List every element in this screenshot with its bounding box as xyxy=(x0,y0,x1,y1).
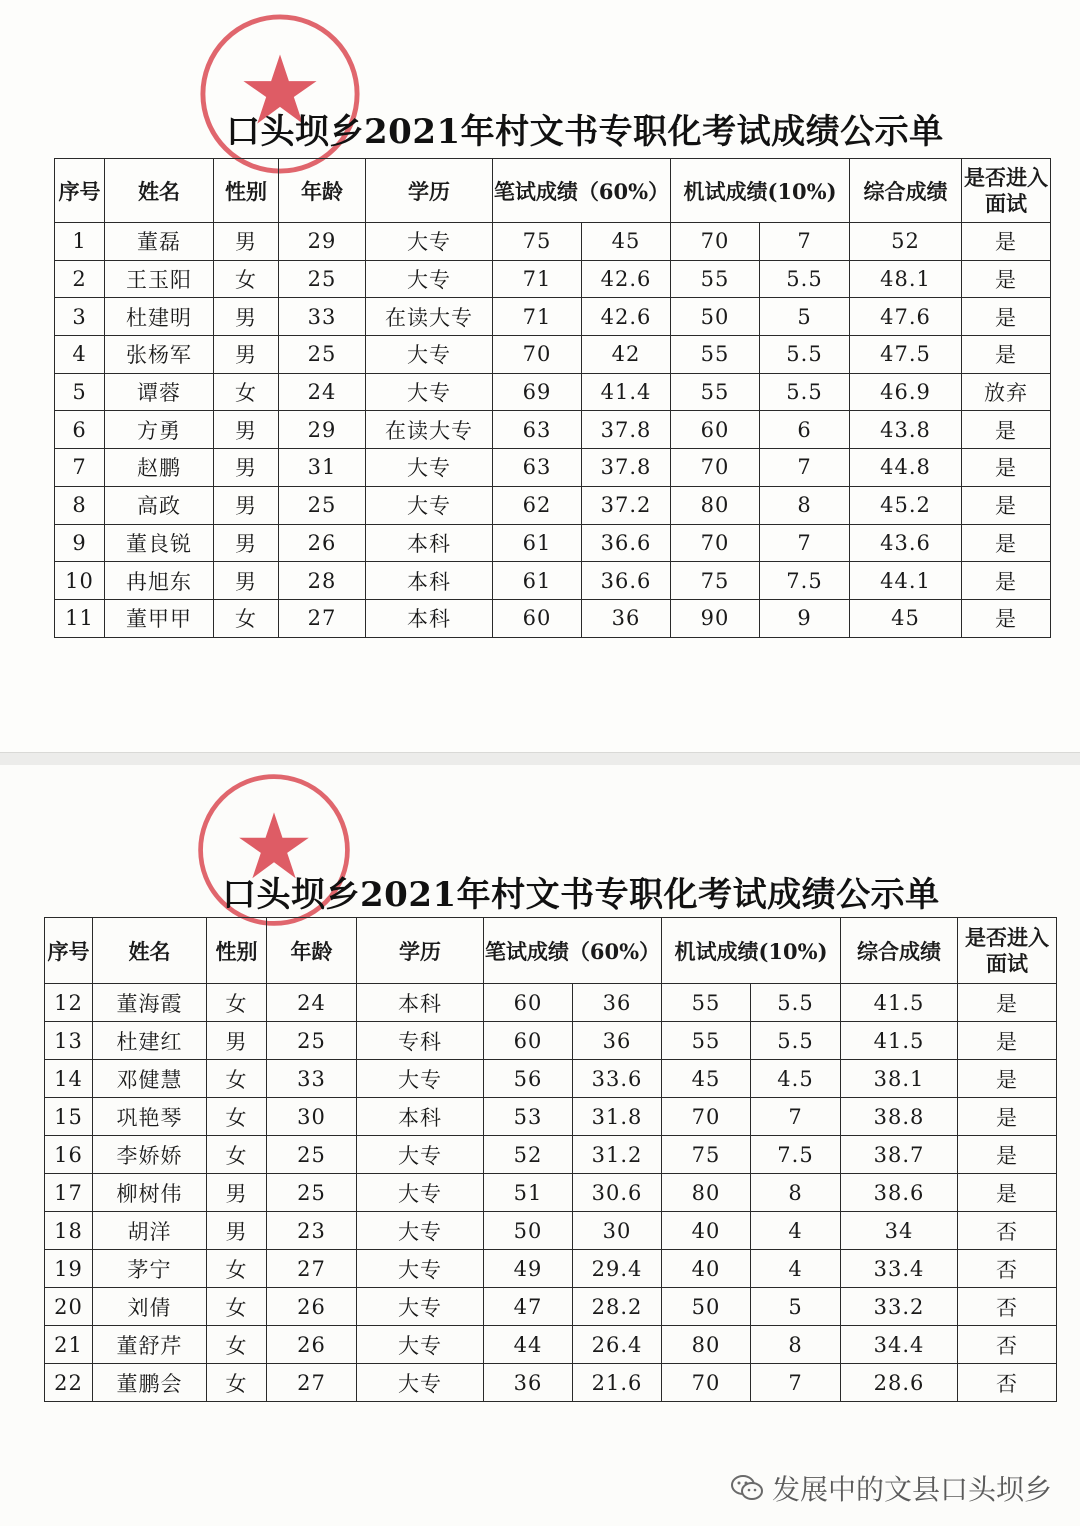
cell-age: 24 xyxy=(267,984,357,1022)
table-header-row xyxy=(55,159,1051,223)
cell-interview: 是 xyxy=(958,1022,1057,1060)
cell-computer-weighted: 6 xyxy=(760,411,850,449)
cell-written-raw: 60 xyxy=(484,984,573,1022)
cell-computer-raw: 55 xyxy=(662,1022,751,1060)
cell-age: 25 xyxy=(279,486,366,524)
cell-written-raw: 50 xyxy=(484,1212,573,1250)
cell-education: 大专 xyxy=(366,373,493,411)
header-age: 年龄 xyxy=(267,918,357,984)
cell-interview: 放弃 xyxy=(962,373,1051,411)
header-interview: 是否进入面试 xyxy=(962,159,1051,223)
table-row xyxy=(55,223,1051,261)
cell-written-weighted: 36.6 xyxy=(582,524,671,562)
cell-written-weighted: 37.2 xyxy=(582,486,671,524)
cell-gender: 女 xyxy=(207,984,267,1022)
cell-name: 巩艳琴 xyxy=(93,1098,207,1136)
cell-computer-raw: 40 xyxy=(662,1212,751,1250)
score-sheet-1 xyxy=(0,0,1080,752)
cell-age: 30 xyxy=(267,1098,357,1136)
cell-gender: 女 xyxy=(207,1364,267,1402)
cell-computer-raw: 50 xyxy=(671,298,760,336)
cell-written-raw: 61 xyxy=(493,562,582,600)
cell-written-raw: 49 xyxy=(484,1250,573,1288)
header-computer-score: 机试成绩(10%) xyxy=(671,159,850,223)
cell-seq: 1 xyxy=(55,223,105,261)
cell-gender: 女 xyxy=(214,260,279,298)
cell-name: 董良锐 xyxy=(105,524,214,562)
cell-written-weighted: 33.6 xyxy=(573,1060,662,1098)
cell-total: 41.5 xyxy=(841,1022,958,1060)
cell-gender: 男 xyxy=(214,223,279,261)
cell-total: 45.2 xyxy=(850,486,962,524)
cell-written-weighted: 41.4 xyxy=(582,373,671,411)
table-header-row xyxy=(45,918,1057,984)
cell-interview: 否 xyxy=(958,1364,1057,1402)
table-row xyxy=(55,562,1051,600)
cell-written-weighted: 42 xyxy=(582,336,671,374)
cell-name: 茅宁 xyxy=(93,1250,207,1288)
cell-written-weighted: 37.8 xyxy=(582,449,671,487)
header-seq: 序号 xyxy=(45,918,93,984)
cell-computer-raw: 40 xyxy=(662,1250,751,1288)
cell-gender: 女 xyxy=(214,599,279,637)
cell-education: 大专 xyxy=(357,1174,484,1212)
table-row xyxy=(55,260,1051,298)
cell-education: 在读大专 xyxy=(366,411,493,449)
cell-computer-weighted: 5.5 xyxy=(760,373,850,411)
cell-interview: 是 xyxy=(962,298,1051,336)
cell-seq: 8 xyxy=(55,486,105,524)
cell-computer-weighted: 7 xyxy=(751,1098,841,1136)
cell-seq: 22 xyxy=(45,1364,93,1402)
cell-computer-raw: 55 xyxy=(662,984,751,1022)
cell-name: 张杨军 xyxy=(105,336,214,374)
cell-written-raw: 63 xyxy=(493,411,582,449)
cell-computer-weighted: 7 xyxy=(751,1364,841,1402)
cell-name: 董舒芹 xyxy=(93,1326,207,1364)
cell-computer-raw: 80 xyxy=(671,486,760,524)
cell-seq: 4 xyxy=(55,336,105,374)
cell-written-raw: 36 xyxy=(484,1364,573,1402)
cell-education: 在读大专 xyxy=(366,298,493,336)
cell-seq: 20 xyxy=(45,1288,93,1326)
cell-total: 44.8 xyxy=(850,449,962,487)
cell-age: 25 xyxy=(267,1174,357,1212)
cell-education: 大专 xyxy=(357,1212,484,1250)
cell-gender: 男 xyxy=(214,562,279,600)
table-row xyxy=(45,1136,1057,1174)
cell-seq: 13 xyxy=(45,1022,93,1060)
cell-interview: 是 xyxy=(958,984,1057,1022)
cell-name: 柳树伟 xyxy=(93,1174,207,1212)
cell-written-weighted: 31.8 xyxy=(573,1098,662,1136)
cell-age: 26 xyxy=(279,524,366,562)
cell-written-raw: 51 xyxy=(484,1174,573,1212)
table-row xyxy=(45,1250,1057,1288)
cell-written-weighted: 28.2 xyxy=(573,1288,662,1326)
cell-name: 杜建明 xyxy=(105,298,214,336)
cell-interview: 否 xyxy=(958,1326,1057,1364)
cell-written-weighted: 37.8 xyxy=(582,411,671,449)
cell-seq: 16 xyxy=(45,1136,93,1174)
cell-written-raw: 60 xyxy=(493,599,582,637)
cell-computer-raw: 70 xyxy=(671,524,760,562)
cell-computer-weighted: 5.5 xyxy=(751,984,841,1022)
cell-name: 董鹏会 xyxy=(93,1364,207,1402)
header-name: 姓名 xyxy=(105,159,214,223)
score-table-1 xyxy=(54,158,1051,638)
cell-total: 44.1 xyxy=(850,562,962,600)
cell-name: 方勇 xyxy=(105,411,214,449)
cell-total: 33.2 xyxy=(841,1288,958,1326)
cell-education: 大专 xyxy=(357,1288,484,1326)
cell-written-weighted: 31.2 xyxy=(573,1136,662,1174)
cell-written-raw: 56 xyxy=(484,1060,573,1098)
cell-age: 27 xyxy=(267,1364,357,1402)
cell-name: 高政 xyxy=(105,486,214,524)
cell-total: 47.5 xyxy=(850,336,962,374)
score-sheet-2 xyxy=(0,765,1080,1526)
cell-gender: 男 xyxy=(207,1212,267,1250)
account-name: 发展中的文县口头坝乡 xyxy=(772,1473,1053,1506)
cell-written-weighted: 45 xyxy=(582,223,671,261)
cell-age: 25 xyxy=(267,1136,357,1174)
cell-gender: 女 xyxy=(207,1250,267,1288)
table-row xyxy=(45,1174,1057,1212)
cell-written-raw: 71 xyxy=(493,260,582,298)
cell-computer-weighted: 8 xyxy=(751,1174,841,1212)
cell-total: 43.8 xyxy=(850,411,962,449)
header-total-score: 综合成绩 xyxy=(850,159,962,223)
cell-name: 邓健慧 xyxy=(93,1060,207,1098)
cell-education: 本科 xyxy=(366,599,493,637)
cell-age: 29 xyxy=(279,411,366,449)
cell-computer-weighted: 7.5 xyxy=(751,1136,841,1174)
cell-name: 刘倩 xyxy=(93,1288,207,1326)
cell-computer-raw: 55 xyxy=(671,260,760,298)
header-interview: 是否进入面试 xyxy=(958,918,1057,984)
cell-written-raw: 63 xyxy=(493,449,582,487)
cell-gender: 男 xyxy=(214,524,279,562)
cell-total: 48.1 xyxy=(850,260,962,298)
header-seq: 序号 xyxy=(55,159,105,223)
cell-interview: 否 xyxy=(958,1250,1057,1288)
cell-total: 38.7 xyxy=(841,1136,958,1174)
cell-age: 26 xyxy=(267,1326,357,1364)
header-age: 年龄 xyxy=(279,159,366,223)
cell-written-raw: 70 xyxy=(493,336,582,374)
cell-education: 大专 xyxy=(357,1136,484,1174)
cell-gender: 男 xyxy=(207,1174,267,1212)
cell-education: 大专 xyxy=(357,1326,484,1364)
table-row xyxy=(55,449,1051,487)
cell-gender: 女 xyxy=(207,1060,267,1098)
cell-computer-raw: 50 xyxy=(662,1288,751,1326)
cell-interview: 是 xyxy=(962,411,1051,449)
cell-written-raw: 44 xyxy=(484,1326,573,1364)
cell-seq: 19 xyxy=(45,1250,93,1288)
cell-interview: 是 xyxy=(962,223,1051,261)
cell-gender: 女 xyxy=(214,373,279,411)
cell-gender: 男 xyxy=(214,486,279,524)
table-row xyxy=(45,1098,1057,1136)
cell-written-raw: 62 xyxy=(493,486,582,524)
cell-seq: 2 xyxy=(55,260,105,298)
table-row xyxy=(45,1288,1057,1326)
cell-computer-weighted: 5.5 xyxy=(751,1022,841,1060)
cell-name: 谭蓉 xyxy=(105,373,214,411)
cell-interview: 是 xyxy=(962,562,1051,600)
cell-interview: 是 xyxy=(962,260,1051,298)
cell-name: 胡洋 xyxy=(93,1212,207,1250)
cell-interview: 是 xyxy=(962,524,1051,562)
cell-total: 45 xyxy=(850,599,962,637)
cell-name: 李娇娇 xyxy=(93,1136,207,1174)
page-title: 口头坝乡2021年村文书专职化考试成绩公示单 xyxy=(226,112,944,152)
cell-name: 董磊 xyxy=(105,223,214,261)
cell-computer-raw: 60 xyxy=(671,411,760,449)
cell-interview: 是 xyxy=(958,1174,1057,1212)
cell-seq: 17 xyxy=(45,1174,93,1212)
cell-computer-weighted: 4.5 xyxy=(751,1060,841,1098)
cell-written-raw: 69 xyxy=(493,373,582,411)
table-row xyxy=(55,298,1051,336)
table-row xyxy=(45,1022,1057,1060)
cell-written-weighted: 42.6 xyxy=(582,260,671,298)
cell-interview: 否 xyxy=(958,1288,1057,1326)
cell-seq: 21 xyxy=(45,1326,93,1364)
cell-education: 本科 xyxy=(357,984,484,1022)
cell-total: 47.6 xyxy=(850,298,962,336)
cell-computer-weighted: 7.5 xyxy=(760,562,850,600)
cell-computer-raw: 45 xyxy=(662,1060,751,1098)
header-written-score: 笔试成绩（60%） xyxy=(493,159,671,223)
page-title: 口头坝乡2021年村文书专职化考试成绩公示单 xyxy=(222,875,940,915)
cell-computer-raw: 75 xyxy=(671,562,760,600)
header-written-score: 笔试成绩（60%） xyxy=(484,918,662,984)
cell-interview: 是 xyxy=(962,449,1051,487)
cell-written-raw: 60 xyxy=(484,1022,573,1060)
cell-age: 33 xyxy=(279,298,366,336)
cell-seq: 7 xyxy=(55,449,105,487)
cell-gender: 男 xyxy=(214,298,279,336)
cell-computer-weighted: 4 xyxy=(751,1250,841,1288)
cell-name: 王玉阳 xyxy=(105,260,214,298)
header-education: 学历 xyxy=(366,159,493,223)
cell-computer-weighted: 5 xyxy=(760,298,850,336)
cell-computer-raw: 70 xyxy=(671,449,760,487)
cell-gender: 男 xyxy=(207,1022,267,1060)
cell-written-weighted: 30.6 xyxy=(573,1174,662,1212)
header-name: 姓名 xyxy=(93,918,207,984)
cell-total: 46.9 xyxy=(850,373,962,411)
cell-name: 杜建红 xyxy=(93,1022,207,1060)
cell-education: 大专 xyxy=(357,1364,484,1402)
cell-computer-weighted: 5.5 xyxy=(760,260,850,298)
cell-age: 27 xyxy=(267,1250,357,1288)
header-education: 学历 xyxy=(357,918,484,984)
cell-written-weighted: 29.4 xyxy=(573,1250,662,1288)
cell-written-weighted: 36 xyxy=(573,984,662,1022)
cell-total: 28.6 xyxy=(841,1364,958,1402)
cell-computer-weighted: 7 xyxy=(760,223,850,261)
cell-gender: 男 xyxy=(214,411,279,449)
cell-written-raw: 75 xyxy=(493,223,582,261)
cell-age: 25 xyxy=(279,336,366,374)
cell-written-raw: 53 xyxy=(484,1098,573,1136)
cell-education: 大专 xyxy=(366,449,493,487)
cell-education: 本科 xyxy=(366,524,493,562)
cell-computer-weighted: 8 xyxy=(760,486,850,524)
header-total-score: 综合成绩 xyxy=(841,918,958,984)
table-row xyxy=(45,1326,1057,1364)
table-row xyxy=(45,984,1057,1022)
cell-interview: 是 xyxy=(962,599,1051,637)
cell-seq: 18 xyxy=(45,1212,93,1250)
cell-written-raw: 61 xyxy=(493,524,582,562)
cell-interview: 是 xyxy=(962,486,1051,524)
cell-total: 52 xyxy=(850,223,962,261)
cell-seq: 3 xyxy=(55,298,105,336)
cell-gender: 女 xyxy=(207,1326,267,1364)
cell-education: 专科 xyxy=(357,1022,484,1060)
header-gender: 性别 xyxy=(207,918,267,984)
table-row xyxy=(55,411,1051,449)
table-row xyxy=(55,524,1051,562)
cell-gender: 女 xyxy=(207,1098,267,1136)
table-row xyxy=(55,373,1051,411)
cell-gender: 女 xyxy=(207,1288,267,1326)
header-computer-score: 机试成绩(10%) xyxy=(662,918,841,984)
table-row xyxy=(55,599,1051,637)
cell-seq: 14 xyxy=(45,1060,93,1098)
cell-education: 大专 xyxy=(357,1060,484,1098)
cell-gender: 男 xyxy=(214,449,279,487)
cell-total: 34.4 xyxy=(841,1326,958,1364)
cell-education: 大专 xyxy=(366,336,493,374)
cell-total: 34 xyxy=(841,1212,958,1250)
cell-computer-raw: 55 xyxy=(671,373,760,411)
cell-seq: 10 xyxy=(55,562,105,600)
cell-total: 43.6 xyxy=(850,524,962,562)
cell-written-weighted: 21.6 xyxy=(573,1364,662,1402)
cell-written-weighted: 30 xyxy=(573,1212,662,1250)
cell-age: 33 xyxy=(267,1060,357,1098)
cell-written-weighted: 36.6 xyxy=(582,562,671,600)
cell-written-weighted: 36 xyxy=(573,1022,662,1060)
table-row xyxy=(45,1364,1057,1402)
table-row xyxy=(45,1212,1057,1250)
cell-education: 大专 xyxy=(366,223,493,261)
cell-name: 冉旭东 xyxy=(105,562,214,600)
header-gender: 性别 xyxy=(214,159,279,223)
cell-interview: 是 xyxy=(958,1060,1057,1098)
table-row xyxy=(45,1060,1057,1098)
cell-computer-weighted: 7 xyxy=(760,524,850,562)
cell-computer-weighted: 5.5 xyxy=(760,336,850,374)
cell-seq: 6 xyxy=(55,411,105,449)
cell-age: 27 xyxy=(279,599,366,637)
cell-written-weighted: 36 xyxy=(582,599,671,637)
cell-written-raw: 47 xyxy=(484,1288,573,1326)
cell-interview: 否 xyxy=(958,1212,1057,1250)
cell-computer-weighted: 7 xyxy=(760,449,850,487)
cell-computer-weighted: 8 xyxy=(751,1326,841,1364)
cell-computer-raw: 80 xyxy=(662,1174,751,1212)
cell-total: 41.5 xyxy=(841,984,958,1022)
cell-written-weighted: 26.4 xyxy=(573,1326,662,1364)
cell-name: 董甲甲 xyxy=(105,599,214,637)
cell-name: 董海霞 xyxy=(93,984,207,1022)
cell-computer-raw: 70 xyxy=(662,1098,751,1136)
cell-computer-weighted: 9 xyxy=(760,599,850,637)
cell-seq: 12 xyxy=(45,984,93,1022)
cell-computer-weighted: 4 xyxy=(751,1212,841,1250)
cell-total: 38.1 xyxy=(841,1060,958,1098)
cell-interview: 是 xyxy=(958,1136,1057,1174)
cell-age: 29 xyxy=(279,223,366,261)
wechat-icon xyxy=(730,1473,764,1503)
cell-total: 38.6 xyxy=(841,1174,958,1212)
cell-seq: 5 xyxy=(55,373,105,411)
cell-age: 24 xyxy=(279,373,366,411)
cell-seq: 9 xyxy=(55,524,105,562)
cell-computer-raw: 70 xyxy=(662,1364,751,1402)
table-row xyxy=(55,336,1051,374)
cell-computer-raw: 70 xyxy=(671,223,760,261)
cell-education: 大专 xyxy=(366,260,493,298)
cell-gender: 女 xyxy=(207,1136,267,1174)
cell-education: 大专 xyxy=(366,486,493,524)
cell-age: 23 xyxy=(267,1212,357,1250)
cell-education: 大专 xyxy=(357,1250,484,1288)
cell-seq: 11 xyxy=(55,599,105,637)
cell-age: 31 xyxy=(279,449,366,487)
cell-total: 33.4 xyxy=(841,1250,958,1288)
cell-seq: 15 xyxy=(45,1098,93,1136)
cell-computer-raw: 90 xyxy=(671,599,760,637)
table-row xyxy=(55,486,1051,524)
cell-computer-raw: 55 xyxy=(671,336,760,374)
cell-interview: 是 xyxy=(962,336,1051,374)
cell-age: 25 xyxy=(267,1022,357,1060)
cell-written-raw: 71 xyxy=(493,298,582,336)
cell-computer-weighted: 5 xyxy=(751,1288,841,1326)
cell-gender: 男 xyxy=(214,336,279,374)
cell-computer-raw: 80 xyxy=(662,1326,751,1364)
score-table-2 xyxy=(44,917,1057,1402)
cell-age: 25 xyxy=(279,260,366,298)
cell-written-raw: 52 xyxy=(484,1136,573,1174)
cell-interview: 是 xyxy=(958,1098,1057,1136)
cell-name: 赵鹏 xyxy=(105,449,214,487)
cell-age: 26 xyxy=(267,1288,357,1326)
cell-computer-raw: 75 xyxy=(662,1136,751,1174)
cell-education: 本科 xyxy=(357,1098,484,1136)
cell-education: 本科 xyxy=(366,562,493,600)
footer-watermark xyxy=(730,1468,1060,1508)
cell-total: 38.8 xyxy=(841,1098,958,1136)
cell-written-weighted: 42.6 xyxy=(582,298,671,336)
cell-age: 28 xyxy=(279,562,366,600)
